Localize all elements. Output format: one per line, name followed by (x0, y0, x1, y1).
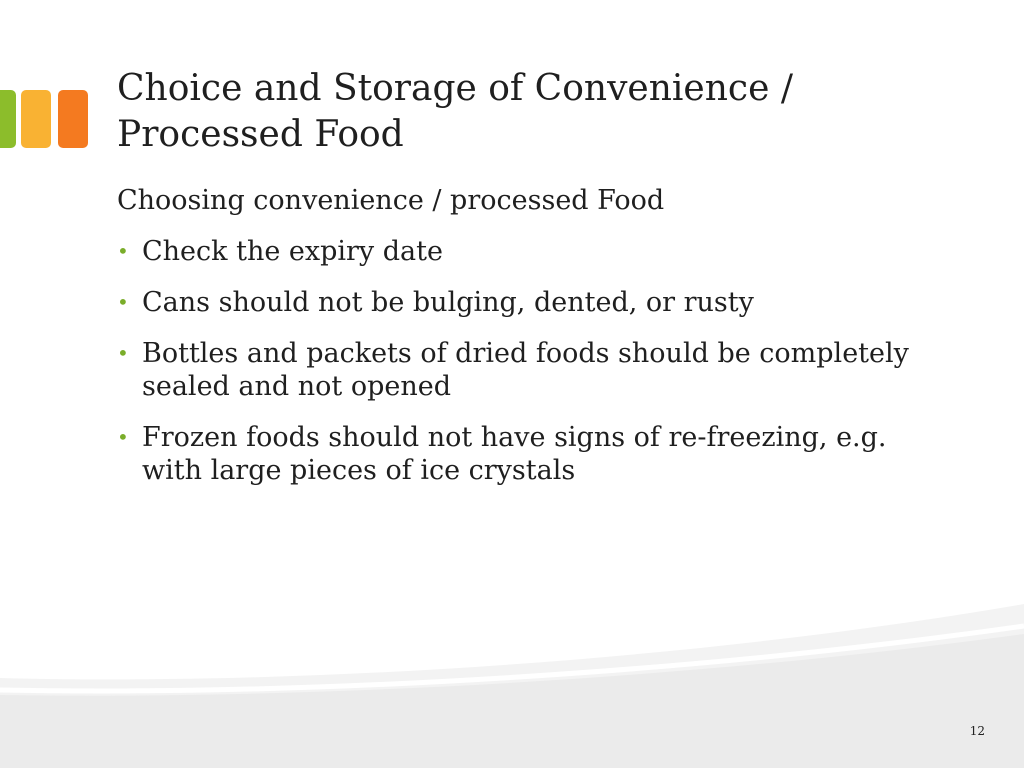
yellow-bar (21, 90, 51, 148)
bullet-list (117, 235, 917, 505)
green-bar (0, 90, 16, 148)
slide-title (117, 66, 917, 158)
decorative-bars (0, 90, 92, 148)
bullet-text: Frozen foods should not have signs of re-freezing, e.g. with large pieces of ice crystals (142, 422, 887, 486)
bullet-text: Cans should not be bulging, dented, or rusty (142, 287, 754, 318)
bullet-item (117, 421, 917, 487)
bullet-item (117, 337, 917, 403)
page-number: 12 (969, 724, 985, 738)
bullet-text: Check the expiry date (142, 236, 443, 267)
bullet-item (117, 286, 917, 319)
bullet-dot-icon: • (117, 239, 129, 263)
slide-title-line-1: Choice and Storage of Convenience / (117, 68, 793, 109)
bullet-dot-icon: • (117, 341, 129, 365)
bullet-dot-icon: • (117, 290, 129, 314)
footer-swoosh-gray (0, 634, 1024, 768)
footer-swoosh (0, 600, 1024, 768)
bullet-text: Bottles and packets of dried foods should be completely sealed and not opened (142, 338, 909, 402)
bullet-dot-icon: • (117, 425, 129, 449)
slide-title-line-2: Processed Food (117, 114, 404, 155)
bullet-item (117, 235, 917, 268)
slide-subtitle: Choosing convenience / processed Food (117, 185, 665, 216)
orange-bar (58, 90, 88, 148)
